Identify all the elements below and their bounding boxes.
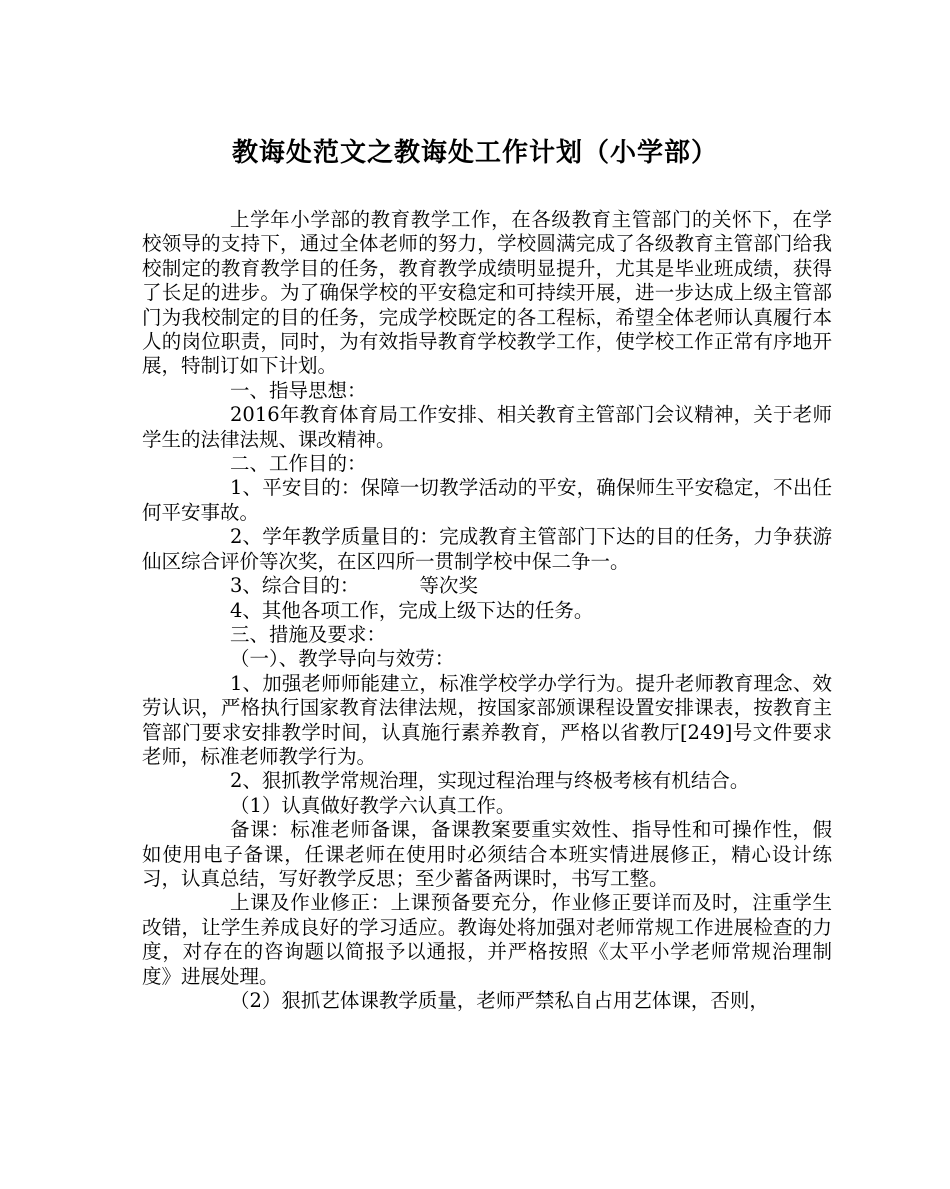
item-2-paragraph: （2）狠抓艺体课教学质量，老师严禁私自占用艺体课，否则，: [230, 989, 769, 1012]
document-title: 教诲处范文之教诲处工作计划（小学部）: [231, 138, 718, 168]
class-homework-paragraph: 上课及作业修正：上课预备要充分，作业修正要详而及时，注重学生改错，让学生养成良好的学习适应。教诲处将加强对老师常规工作进展检查的力度，对存在的咨询题以简报予以通报，并严格按照《太平小学老师常规治理制度》进展处理。: [142, 891, 832, 988]
goal-other-paragraph: 4、其他各项工作，完成上级下达的任务。: [230, 598, 594, 622]
intro-paragraph: 上学年小学部的教育教学工作，在各级教育主管部门的关怀下，在学校领导的支持下，通过全体老师的努力，学校圆满完成了各级教育主管部门给我校制定的教育教学目的任务，教育教学成绩明显提升，尤其是毕业班成绩，获得了长足的进步。为了确保学校的平安稳定和可持续开展，进一步达成上级主管部门为我校制定的目的任务，完成学校既定的各工程标，希望全体老师认真履行本人的岗位职责，同时，为有效指导教育学校教学工作，使学校工作正常有序地开展，特制订如下计划。: [142, 208, 832, 378]
lesson-prep-paragraph: 备课：标准老师备课，备课教案要重实效性、指导性和可操作性，假如使用电子备课，任课老师在使用时必须结合本班实情进展修正，精心设计练习，认真总结，写好教学反思；至少蓄备两课时，书写工整。: [142, 818, 832, 890]
section-heading-guiding-thought: 一、指导思想：: [230, 378, 367, 402]
guiding-thought-paragraph: 2016年教育体育局工作安排、相关教育主管部门会议精神，关于老师学生的法律法规、课改精神。: [142, 403, 832, 451]
goal-safety-paragraph: 1、平安目的：保障一切教学活动的平安，确保师生平安稳定，不出任何平安事故。: [142, 476, 832, 524]
goal-quality-paragraph: 2、学年教学质量目的：完成教育主管部门下达的目的任务，力争获游仙区综合评价等次奖，在区四所一贯制学校中保二争一。: [142, 525, 832, 573]
subsection-heading-guidance: （一）、教学导向与效劳：: [230, 647, 455, 671]
document-body: [142, 208, 832, 1013]
item-1-heading: （1）认真做好教学六认真工作。: [230, 793, 516, 817]
goal-comprehensive-paragraph: [142, 574, 832, 598]
goal-comprehensive-suffix: 等次奖: [419, 574, 478, 598]
goal-comprehensive-label: 3、综合目的：: [230, 574, 360, 598]
section-heading-measures: 三、措施及要求：: [230, 622, 387, 646]
measure-1-paragraph: 1、加强老师师能建立，标准学校学办学行为。提升老师教育理念、效劳认识，严格执行国家教育法律法规，按国家部颁课程设置安排课表，按教育主管部门要求安排教学时间，认真施行素养教育，严格以省教厅[249]号文件要求老师，标准老师教学行为。: [142, 671, 832, 768]
section-heading-work-goals: 二、工作目的：: [230, 452, 367, 476]
measure-2-paragraph: 2、狠抓教学常规治理，实现过程治理与终极考核有机结合。: [230, 769, 750, 793]
